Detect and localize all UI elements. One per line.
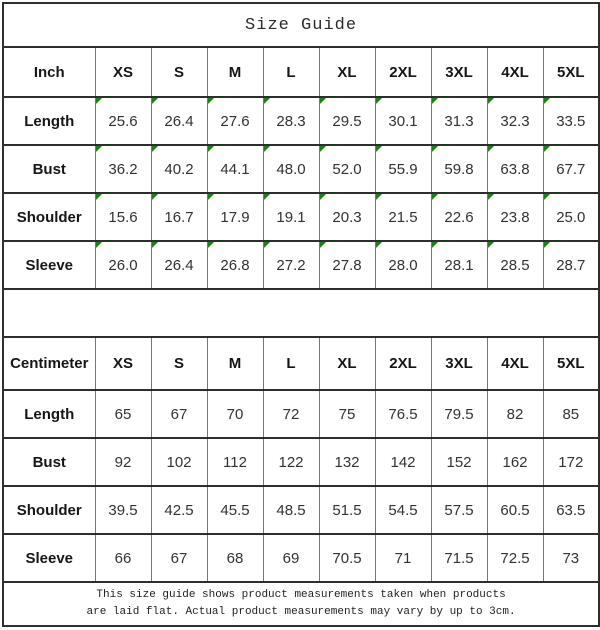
- measurement-value: 16.7: [164, 208, 194, 226]
- measurement-value: 28.0: [388, 256, 418, 274]
- measurement-value: 55.9: [388, 160, 418, 178]
- cell-marker-icon: [432, 242, 438, 248]
- measurement-value: 63.8: [500, 160, 530, 178]
- measurement-value-cell: [207, 193, 263, 241]
- size-column-header: 4XL: [487, 47, 543, 97]
- cell-marker-icon: [320, 98, 326, 104]
- measurement-value: 79.5: [444, 405, 474, 423]
- measurement-value-cell: [263, 241, 319, 289]
- cell-marker-icon: [152, 242, 158, 248]
- cell-marker-icon: [96, 98, 102, 104]
- measurement-row: [3, 534, 599, 582]
- size-column-header: S: [151, 337, 207, 390]
- measurement-value: 27.6: [220, 112, 250, 130]
- measurement-row: [3, 193, 599, 241]
- measurement-value: 51.5: [332, 501, 362, 519]
- size-column-header: 5XL: [543, 47, 599, 97]
- measurement-value: 73: [562, 549, 580, 567]
- measurement-value: 68: [226, 549, 244, 567]
- measurement-value: 162: [502, 453, 528, 471]
- measurement-value: 26.8: [220, 256, 250, 274]
- unit-label: Inch: [3, 47, 95, 97]
- measurement-row: [3, 486, 599, 534]
- measurement-value-cell: [375, 390, 431, 438]
- measurement-value-cell: [151, 145, 207, 193]
- measurement-value: 59.8: [444, 160, 474, 178]
- measurement-value: 42.5: [164, 501, 194, 519]
- measurement-value: 23.8: [500, 208, 530, 226]
- measurement-value: 67: [170, 405, 188, 423]
- measurement-value-cell: [263, 97, 319, 145]
- measurement-value-cell: [487, 193, 543, 241]
- cell-marker-icon: [544, 242, 550, 248]
- measurement-value: 22.6: [444, 208, 474, 226]
- measurement-label: Bust: [3, 145, 95, 193]
- size-column-header: XL: [319, 337, 375, 390]
- measurement-value: 71.5: [444, 549, 474, 567]
- size-column-header: 4XL: [487, 337, 543, 390]
- footer-row: [3, 582, 599, 626]
- measurement-value-cell: [487, 390, 543, 438]
- cell-marker-icon: [376, 98, 382, 104]
- measurement-value: 31.3: [444, 112, 474, 130]
- measurement-value-cell: [543, 486, 599, 534]
- size-header-row: [3, 337, 599, 390]
- measurement-value: 132: [334, 453, 360, 471]
- table-spacer: [3, 289, 599, 337]
- cell-marker-icon: [544, 194, 550, 200]
- measurement-value: 69: [282, 549, 300, 567]
- cell-marker-icon: [152, 146, 158, 152]
- cell-marker-icon: [376, 194, 382, 200]
- measurement-label: Shoulder: [3, 486, 95, 534]
- measurement-value-cell: [487, 97, 543, 145]
- cell-marker-icon: [376, 146, 382, 152]
- measurement-row: [3, 390, 599, 438]
- cell-marker-icon: [488, 146, 494, 152]
- size-column-header: M: [207, 337, 263, 390]
- measurement-value: 122: [278, 453, 304, 471]
- measurement-value-cell: [543, 390, 599, 438]
- cell-marker-icon: [320, 194, 326, 200]
- cell-marker-icon: [152, 98, 158, 104]
- measurement-value: 44.1: [220, 160, 250, 178]
- cell-marker-icon: [544, 98, 550, 104]
- measurement-value: 152: [446, 453, 472, 471]
- measurement-value-cell: [487, 534, 543, 582]
- measurement-value-cell: [319, 438, 375, 486]
- measurement-value-cell: [95, 241, 151, 289]
- cell-marker-icon: [432, 146, 438, 152]
- measurement-value-cell: [431, 438, 487, 486]
- measurement-value-cell: [319, 193, 375, 241]
- measurement-value: 67: [170, 549, 188, 567]
- cell-marker-icon: [320, 146, 326, 152]
- measurement-value-cell: [207, 534, 263, 582]
- size-column-header: 3XL: [431, 47, 487, 97]
- footer-note: [3, 582, 599, 626]
- measurement-value-cell: [319, 241, 375, 289]
- measurement-label: Bust: [3, 438, 95, 486]
- measurement-value: 70: [226, 405, 244, 423]
- measurement-value: 15.6: [108, 208, 138, 226]
- inch-table-body: [3, 47, 599, 289]
- measurement-value: 52.0: [332, 160, 362, 178]
- size-column-header: M: [207, 47, 263, 97]
- measurement-value: 48.0: [276, 160, 306, 178]
- measurement-value-cell: [543, 438, 599, 486]
- footer-line-2: are laid flat. Actual product measurements may vary by up to 3cm.: [86, 606, 516, 618]
- measurement-value-cell: [151, 438, 207, 486]
- measurement-value-cell: [263, 438, 319, 486]
- measurement-value: 26.0: [108, 256, 138, 274]
- measurement-value-cell: [431, 241, 487, 289]
- measurement-value-cell: [207, 438, 263, 486]
- cell-marker-icon: [96, 242, 102, 248]
- size-guide-panel: [0, 2, 600, 630]
- measurement-value: 60.5: [500, 501, 530, 519]
- measurement-value-cell: [543, 241, 599, 289]
- cell-marker-icon: [432, 98, 438, 104]
- measurement-value-cell: [263, 193, 319, 241]
- measurement-value: 45.5: [220, 501, 250, 519]
- measurement-value: 28.5: [500, 256, 530, 274]
- measurement-value-cell: [95, 193, 151, 241]
- measurement-value: 112: [223, 453, 247, 471]
- size-column-header: 2XL: [375, 337, 431, 390]
- size-column-header: S: [151, 47, 207, 97]
- measurement-value: 28.3: [276, 112, 306, 130]
- cell-marker-icon: [264, 242, 270, 248]
- cell-marker-icon: [544, 146, 550, 152]
- measurement-label: Length: [3, 97, 95, 145]
- measurement-value-cell: [375, 193, 431, 241]
- measurement-value-cell: [207, 145, 263, 193]
- size-column-header: 3XL: [431, 337, 487, 390]
- measurement-value-cell: [151, 97, 207, 145]
- measurement-value-cell: [431, 534, 487, 582]
- measurement-value: 76.5: [388, 405, 418, 423]
- size-column-header: XL: [319, 47, 375, 97]
- measurement-value: 57.5: [444, 501, 474, 519]
- measurement-value: 21.5: [388, 208, 418, 226]
- measurement-value-cell: [207, 486, 263, 534]
- size-column-header: 5XL: [543, 337, 599, 390]
- cell-marker-icon: [488, 194, 494, 200]
- measurement-value-cell: [263, 486, 319, 534]
- measurement-value: 27.2: [276, 256, 306, 274]
- cell-marker-icon: [208, 194, 214, 200]
- cell-marker-icon: [488, 242, 494, 248]
- measurement-value-cell: [375, 486, 431, 534]
- measurement-value-cell: [487, 145, 543, 193]
- size-guide-table: [2, 2, 600, 627]
- measurement-value-cell: [375, 241, 431, 289]
- unit-label: Centimeter: [3, 337, 95, 390]
- measurement-value: 66: [114, 549, 132, 567]
- measurement-value-cell: [95, 534, 151, 582]
- measurement-value: 25.0: [556, 208, 586, 226]
- measurement-value: 48.5: [276, 501, 306, 519]
- measurement-value-cell: [319, 534, 375, 582]
- measurement-value-cell: [263, 534, 319, 582]
- measurement-value-cell: [95, 145, 151, 193]
- measurement-value: 63.5: [556, 501, 586, 519]
- measurement-value-cell: [151, 534, 207, 582]
- measurement-value-cell: [375, 145, 431, 193]
- measurement-value-cell: [319, 97, 375, 145]
- size-column-header: XS: [95, 47, 151, 97]
- measurement-value: 39.5: [108, 501, 138, 519]
- measurement-value-cell: [543, 534, 599, 582]
- measurement-value-cell: [319, 145, 375, 193]
- measurement-value: 142: [390, 453, 416, 471]
- cell-marker-icon: [376, 242, 382, 248]
- measurement-value-cell: [319, 390, 375, 438]
- measurement-value: 28.7: [556, 256, 586, 274]
- measurement-value-cell: [375, 97, 431, 145]
- size-column-header: L: [263, 47, 319, 97]
- cell-marker-icon: [208, 146, 214, 152]
- measurement-value: 19.1: [276, 208, 306, 226]
- cell-marker-icon: [152, 194, 158, 200]
- measurement-label: Sleeve: [3, 241, 95, 289]
- measurement-value: 75: [338, 405, 356, 423]
- measurement-value-cell: [263, 145, 319, 193]
- measurement-value-cell: [543, 97, 599, 145]
- measurement-value: 36.2: [108, 160, 138, 178]
- cell-marker-icon: [320, 242, 326, 248]
- measurement-value-cell: [151, 390, 207, 438]
- measurement-value-cell: [431, 193, 487, 241]
- measurement-value-cell: [431, 97, 487, 145]
- cell-marker-icon: [208, 242, 214, 248]
- cell-marker-icon: [488, 98, 494, 104]
- cell-marker-icon: [264, 194, 270, 200]
- measurement-value-cell: [95, 438, 151, 486]
- cell-marker-icon: [208, 98, 214, 104]
- measurement-value: 26.4: [164, 112, 194, 130]
- measurement-row: [3, 241, 599, 289]
- page-title: Size Guide: [3, 3, 599, 47]
- cell-marker-icon: [264, 146, 270, 152]
- size-column-header: L: [263, 337, 319, 390]
- measurement-value: 26.4: [164, 256, 194, 274]
- measurement-value-cell: [487, 241, 543, 289]
- measurement-value-cell: [95, 486, 151, 534]
- measurement-value-cell: [487, 486, 543, 534]
- measurement-value-cell: [543, 145, 599, 193]
- measurement-value: 85: [562, 405, 580, 423]
- measurement-value-cell: [207, 241, 263, 289]
- measurement-value: 65: [114, 405, 132, 423]
- measurement-value-cell: [263, 390, 319, 438]
- measurement-value: 72: [282, 405, 300, 423]
- measurement-label: Length: [3, 390, 95, 438]
- measurement-value: 28.1: [444, 256, 474, 274]
- cell-marker-icon: [96, 146, 102, 152]
- measurement-value-cell: [431, 390, 487, 438]
- measurement-value-cell: [543, 193, 599, 241]
- measurement-value-cell: [319, 486, 375, 534]
- measurement-value: 72.5: [500, 549, 530, 567]
- measurement-value: 54.5: [388, 501, 418, 519]
- measurement-value: 33.5: [556, 112, 586, 130]
- measurement-value: 25.6: [108, 112, 138, 130]
- measurement-value-cell: [487, 438, 543, 486]
- measurement-value: 82: [506, 405, 524, 423]
- measurement-value: 40.2: [164, 160, 194, 178]
- cell-marker-icon: [96, 194, 102, 200]
- size-column-header: XS: [95, 337, 151, 390]
- measurement-value-cell: [151, 241, 207, 289]
- measurement-value: 70.5: [332, 549, 362, 567]
- measurement-value-cell: [375, 438, 431, 486]
- title-row: [3, 3, 599, 47]
- measurement-value: 92: [114, 453, 132, 471]
- size-column-header: 2XL: [375, 47, 431, 97]
- measurement-value: 71: [394, 549, 412, 567]
- measurement-value: 32.3: [500, 112, 530, 130]
- measurement-value-cell: [375, 534, 431, 582]
- measurement-value: 27.8: [332, 256, 362, 274]
- measurement-value-cell: [431, 486, 487, 534]
- measurement-value-cell: [95, 390, 151, 438]
- measurement-label: Sleeve: [3, 534, 95, 582]
- measurement-row: [3, 438, 599, 486]
- measurement-row: [3, 145, 599, 193]
- measurement-label: Shoulder: [3, 193, 95, 241]
- centimeter-table-body: [3, 337, 599, 582]
- measurement-value: 102: [166, 453, 192, 471]
- measurement-value: 30.1: [388, 112, 418, 130]
- measurement-value: 172: [558, 453, 584, 471]
- size-header-row: [3, 47, 599, 97]
- cell-marker-icon: [432, 194, 438, 200]
- measurement-value-cell: [95, 97, 151, 145]
- footer-line-1: This size guide shows product measurements taken when products: [96, 588, 506, 601]
- measurement-value: 17.9: [220, 208, 250, 226]
- measurement-value: 20.3: [332, 208, 362, 226]
- measurement-row: [3, 97, 599, 145]
- cell-marker-icon: [264, 98, 270, 104]
- measurement-value-cell: [151, 486, 207, 534]
- measurement-value-cell: [207, 390, 263, 438]
- measurement-value: 29.5: [332, 112, 362, 130]
- measurement-value-cell: [151, 193, 207, 241]
- measurement-value: 67.7: [556, 160, 586, 178]
- spacer-row: [3, 289, 599, 337]
- measurement-value-cell: [207, 97, 263, 145]
- measurement-value-cell: [431, 145, 487, 193]
